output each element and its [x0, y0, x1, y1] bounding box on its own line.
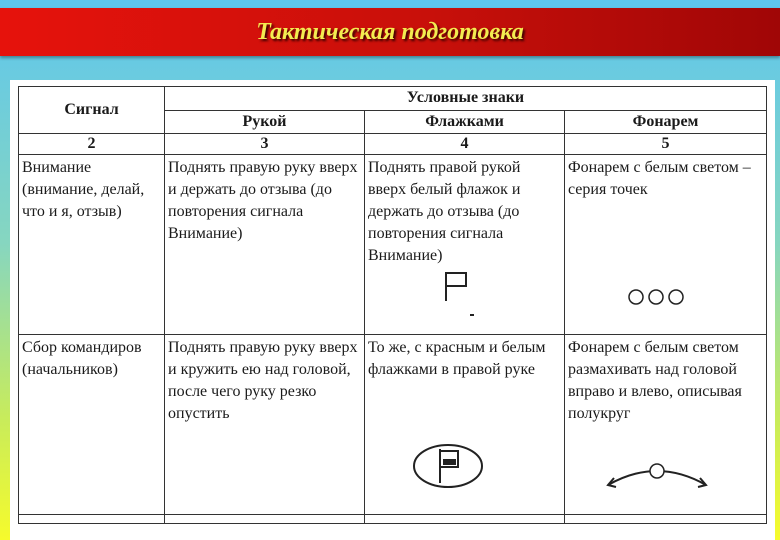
header-flags: Флажками [365, 111, 565, 134]
flags-text: Поднять правой рукой вверх белый флажок и держать до отзыва (до повторения сигнала Внимание) [368, 159, 521, 264]
table-row [19, 155, 767, 335]
white-flag-icon [440, 269, 480, 319]
table-row [19, 335, 767, 515]
lantern-text: Фонарем с белым светом – серия точек [568, 159, 751, 198]
header-hand: Рукой [165, 111, 365, 134]
circling-flags-icon [410, 441, 486, 491]
column-number: 5 [565, 134, 767, 155]
header-lantern: Фонарем [565, 111, 767, 134]
lantern-cell [565, 335, 767, 515]
signals-table [18, 86, 767, 524]
flags-text: То же, с красным и белым флажками в правой руке [368, 339, 546, 378]
hand-cell: Поднять правую руку вверх и держать до отзыва (до повторения сигнала Внимание) [165, 155, 365, 335]
lantern-cell [565, 155, 767, 335]
header-signal: Сигнал [19, 87, 165, 134]
column-number-row [19, 134, 767, 155]
column-number: 2 [19, 134, 165, 155]
signal-cell: Внимание (внимание, делай, что и я, отзыв) [19, 155, 165, 335]
title-bar [0, 8, 780, 56]
signal-cell: Сбор командиров (начальников) [19, 335, 165, 515]
header-symbols: Условные знаки [165, 87, 767, 111]
slide-title: Тактическая подготовка [256, 19, 524, 45]
table-row [19, 515, 767, 524]
column-number: 3 [165, 134, 365, 155]
lantern-text: Фонарем с белым светом размахивать над головой вправо и влево, описывая полукруг [568, 339, 742, 422]
hand-cell: Поднять правую руку вверх и кружить ею над головой, после чего руку резко опустить [165, 335, 365, 515]
flags-cell [365, 335, 565, 515]
column-number: 4 [365, 134, 565, 155]
semicircle-swing-icon [602, 455, 712, 495]
document-sheet [10, 80, 775, 540]
dot-series-icon [626, 285, 690, 309]
flags-cell [365, 155, 565, 335]
